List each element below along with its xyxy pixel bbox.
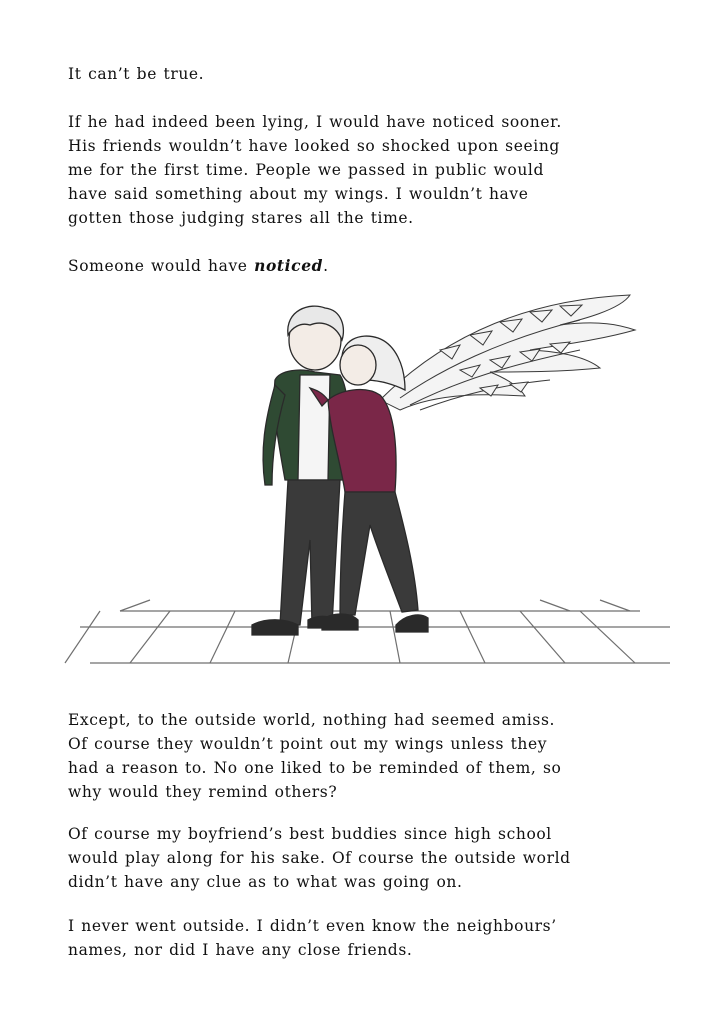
text-line: have said something about my wings. I wouldn’t have [68,185,529,203]
text-line: Of course my boyfriend’s best buddies since high school [68,825,552,843]
text-line: me for the first time. People we passed in public would [68,161,544,179]
floor-tiles [65,600,670,663]
text-line: had a reason to. No one liked to be reminded of them, so [68,759,562,777]
text-line [68,254,668,278]
text-line: gotten those judging stares all the time. [68,209,414,227]
paragraph-2 [68,110,668,230]
paragraph-3 [68,254,668,278]
paragraph-4 [68,708,668,804]
text-line: why would they remind others? [68,783,338,801]
text-line: Of course they wouldn’t point out my wings unless they [68,735,548,753]
text-lead: Someone would have [68,257,255,275]
emphasized-word: noticed [254,256,324,275]
text-line: Except, to the outside world, nothing had seemed amiss. [68,711,556,729]
paragraph-6 [68,914,668,962]
text-line: His friends wouldn’t have looked so shocked upon seeing [68,137,560,155]
wing-drawing [380,295,635,410]
text-line: didn’t have any clue as to what was going on. [68,873,463,891]
couple-with-wings-illustration [60,280,680,680]
paragraph-1 [68,62,668,86]
text-line: I never went outside. I didn’t even know the neighbours’ [68,917,557,935]
text-line: names, nor did I have any close friends. [68,941,413,959]
paragraph-5 [68,822,668,894]
boy-figure [252,306,348,635]
text-tail: . [323,257,329,275]
text-line: would play along for his sake. Of course the outside world [68,849,571,867]
text-line: If he had indeed been lying, I would have noticed sooner. [68,113,562,131]
text-line: It can’t be true. [68,65,205,83]
